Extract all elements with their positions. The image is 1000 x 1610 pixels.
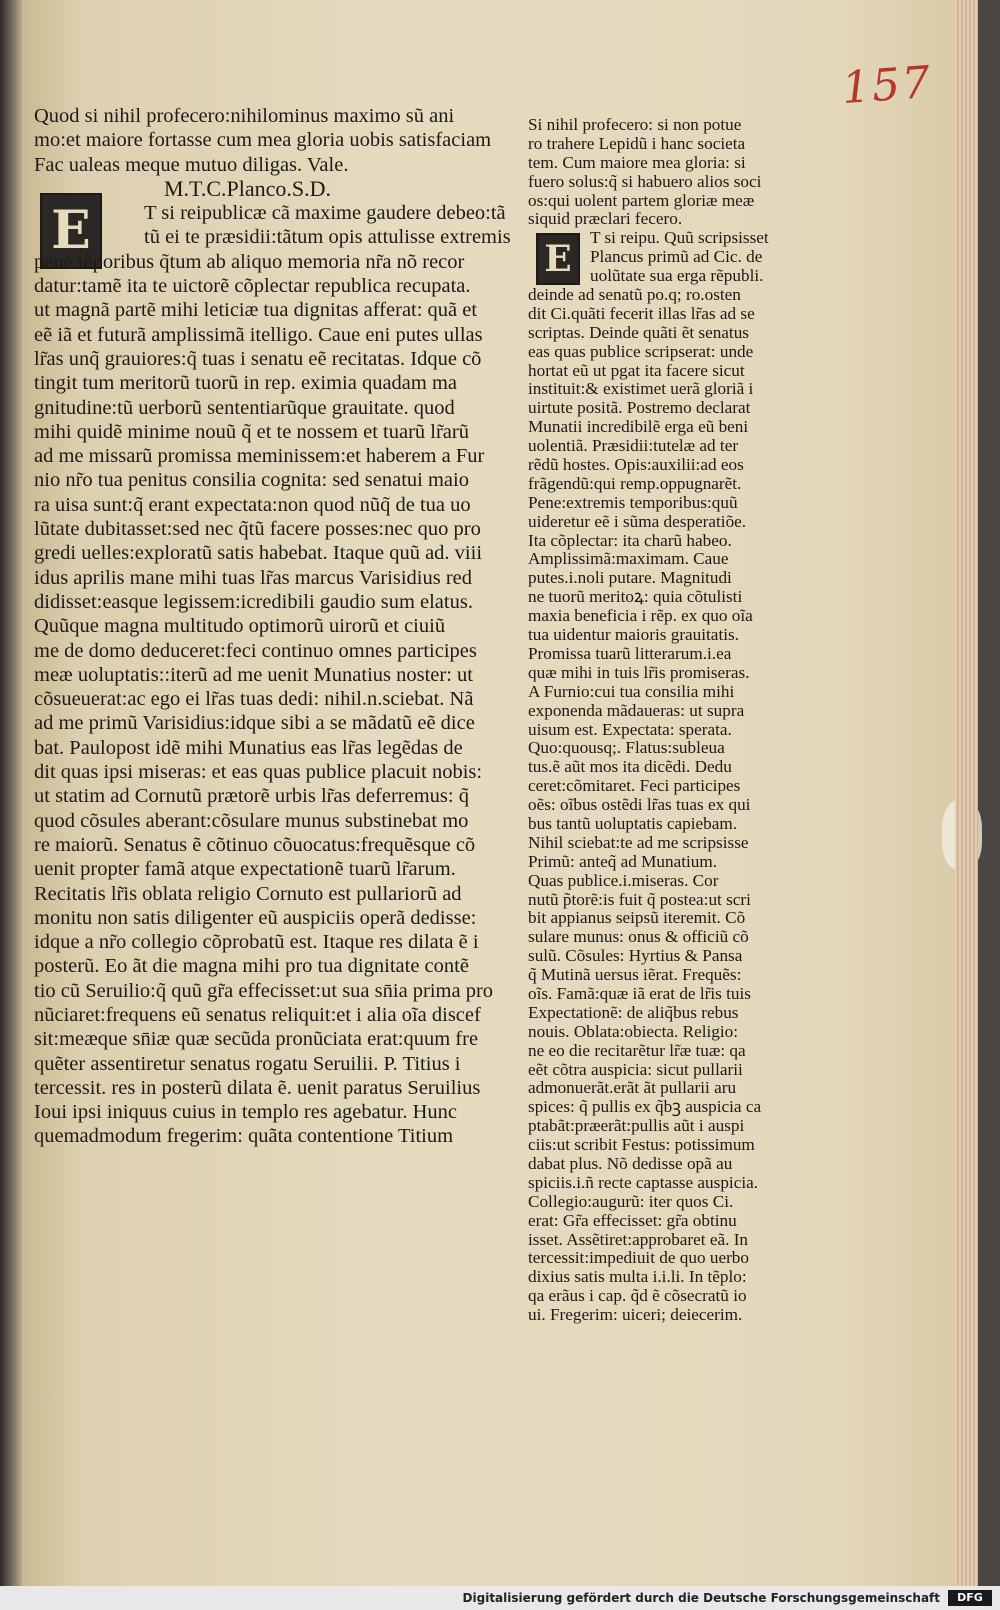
text-line: bus tantũ uoluptatis capiebam. [528,813,738,833]
text-line: T si reipublicæ cã maxime gaudere debeo:tã [144,202,506,225]
text-line: nũciaret:frequens eũ senatus reliquit:et i alia oĩa discef [34,1003,481,1026]
text-line: ui. Fregerim: uiceri; deiecerim. [528,1305,743,1325]
page-edges [955,0,978,1586]
text-line: Quod si nihil profecero:nihilominus maximo sũ ani [34,105,455,127]
text-line: dixius satis multa i.i.li. In tẽplo: [528,1267,747,1287]
footer-bar [0,1586,1000,1610]
text-line: Expectationẽ: de aliq̃bus rebus [528,1002,739,1022]
text-line: nutũ p̃torẽ:is fuit q̃ postea:ut scri [528,889,751,909]
text-line: spiciis.i.ñ recte captasse auspicia. [528,1172,759,1192]
text-line: Ita cõplectar: ita charũ habeo. [528,530,732,550]
text-line: lr̃as unq̃ grauiores:q̃ tuas i senatu eẽ recitatas. Idque cõ [34,347,482,370]
text-line: q̃ Mutinã uersus iẽrat. Frequẽs: [528,965,742,985]
text-line: tũ ei te præsidii:tãtum opis attulisse extremis [144,226,511,249]
dfg-logo: DFG [948,1590,992,1606]
text-line: ut magnã partẽ mihi leticiæ tua dignitas afferat: quã et [34,299,478,322]
text-line: mo:et maiore fortasse cum mea gloria uobis satisfaciam [34,129,492,152]
text-line: Si nihil profecero: si non potue [528,115,742,134]
text-line: posterũ. Eo ãt die magna mihi pro tua dignitate contẽ [34,955,469,978]
text-line: ut statim ad Cornutũ prætorẽ urbis lr̃as deferremus: q̃ [34,785,469,808]
text-line: ceret:cõmitaret. Feci participes [528,776,741,796]
text-line: Quas publice.i.miseras. Cor [528,870,719,890]
text-line: mihi quidẽ minime nouũ q̃ et te nossem et tuarũ lr̃arũ [34,420,469,443]
text-line: oẽs: oĩbus ostẽdi lr̃as tuas ex qui [528,795,751,815]
text-line: ne eo die recitarẽtur lr̃æ tuæ: qa [528,1040,746,1060]
text-line: cõsueuerat:ac ego ei lr̃as tuas dedi: nihil.n.sciebat. Nã [34,688,474,711]
text-line: dit quas ipsi miseras: et eas quas publice placuit nobis: [34,761,483,784]
text-line: didisset:easque legissem:icredibili gaudio sum elatus. [34,590,473,613]
text-line: Promissa tuarũ litterarum.i.ea [528,643,732,663]
decorated-initial-left: E [40,193,102,269]
text-line: quæ mihi in tuis lr̃is promiseras. [528,662,750,682]
text-line: ciis:ut scribit Festus: potissimum [528,1135,755,1155]
text-line: admonuerãt.erãt ãt pullarii aru [528,1078,737,1098]
text-line: ad me missarũ promissa meminissem:et haberem a Fur [34,445,485,468]
text-line: Nihil sciebat:te ad me scripsisse [528,832,749,852]
text-line: sulũ. Cõsules: Hyrtius & Pansa [528,946,743,966]
text-line: Quũque magna multitudo optimorũ uirorũ et ciuiũ [34,615,446,638]
text-line: tercessit. res in posterũ dilata ẽ. uenit paratus Seruilius [34,1076,481,1099]
text-line: frãgendũ:qui remp.oppugnarẽt. [528,473,742,493]
text-line: qa erãus i cap. q̃d ẽ cõsecratũ io [528,1286,747,1306]
text-line: gnitudine:tũ uerborũ sententiarũque grauitate. quod [34,396,455,419]
text-line: siquid præclari fecero. [528,209,683,229]
text-line: M.T.C.Planco.S.D. [164,175,332,201]
text-line: isset. Assẽtiret:approbaret eã. In [528,1229,749,1249]
text-line: Amplissimã:maximam. Caue [528,549,729,569]
text-line: hortat eũ ut pgat ita facere sicut [528,360,745,380]
text-line: fuero solus:q̃ si habuero alios soci [528,171,762,191]
commentary-column [528,116,808,1325]
text-line: bit appianus seipsũ iteremit. Cõ [528,908,746,928]
folio-number: 157 [840,56,934,115]
text-line: meæ uoluptatis::iterũ ad me uenit Munatius noster: ut [34,663,473,686]
text-line: uirtute positã. Postremo declarat [528,398,751,418]
text-line: tua uidentur maioris grauitatis. [528,625,739,645]
text-line: rẽdũ hostes. Opis:auxilii:ad eos [528,455,744,475]
text-line: tus.ẽ aũt mos ita dicẽdi. Dedu [528,757,732,777]
text-line: nio nr̃o tua penitus consilia cognita: sed senatui maio [34,469,469,492]
text-line: monitu non satis diligenter eũ auspiciis operã dedisse: [34,906,477,929]
text-line: eas quas publice scripserat: unde [528,341,754,361]
text-line: tem. Cum maiore mea gloria: si [528,152,746,172]
text-line: ro trahere Lepidũ i hanc societa [528,133,746,153]
text-line: os:qui uolent partem gloriæ meæ [528,190,755,210]
text-line: dit Ci.quãti fecerit illas lr̃as ad se [528,303,755,323]
text-line: quẽter assentiretur senatus rogatu Seruilii. P. Titius i [34,1052,461,1075]
book-spine [0,0,22,1586]
text-line: Fac ualeas meque mutuo diligas. Vale. [34,153,349,176]
text-line: ptabãt:præerãt:pullis aũt i auspi [528,1116,745,1136]
text-line: gredi uelles:exploratũ satis habebat. Itaque quũ ad. viii [34,542,483,565]
text-line: pene tẽporibus q̃tum ab aliquo memoria nr̃a nõ recor [34,250,465,273]
text-line: quod cõsules aberant:cõsulare munus substinebat mo [34,809,469,832]
text-line: dabat plus. Nõ dedisse opã au [528,1153,733,1173]
decorated-initial-right: E [536,233,580,285]
main-text-column [34,104,518,1149]
text-line: idus aprilis mane mihi tuas lr̃as marcus Varisidius red [34,566,473,589]
text-line: Pene:extremis temporibus:quũ [528,492,738,512]
text-line: uolentiã. Præsidii:tutelæ ad ter [528,436,739,456]
text-line: deinde ad senatũ po.q; ro.osten [528,285,741,305]
text-line: spices: q̃ pullis ex q̃bꝫ auspicia ca [528,1097,762,1117]
text-line: putes.i.noli putare. Magnitudi [528,568,732,588]
text-line: uisum est. Expectata: sperata. [528,719,732,739]
text-line: Munatii incredibilẽ erga eũ beni [528,417,749,437]
text-line: quemadmodum fregerim: quãta contentione Titium [34,1125,454,1148]
text-line: idque a nr̃o collegio cõprobatũ est. Itaque res dilata ẽ i [34,931,479,954]
text-line: eẽt cõtra auspicia: sicut pullarii [528,1059,743,1079]
text-line: uolũtate sua erga rẽpubli. [590,266,764,286]
text-line: Plancus primũ ad Cic. de [590,247,763,267]
text-line: ne tuorũ meritoꝝ: quia cõtulisti [528,587,743,607]
text-line: oĩs. Famã:quæ iã erat de lr̃is tuis [528,983,751,1003]
text-line: sulare munus: onus & officiũ cõ [528,927,749,947]
text-line: ad me primũ Varisidius:idque sibi a se mãdatũ eẽ dice [34,712,475,735]
text-line: Collegio:augurũ: iter quos Ci. [528,1191,734,1211]
text-line: uideretur eẽ i sũma desperatiõe. [528,511,747,531]
text-line: sit:meæque sn̄iæ quæ secũda pronũciata erat:quum fre [34,1028,479,1051]
text-line: eẽ iã et futurã amplissimã itelligo. Caue eni putes ullas [34,323,483,346]
text-line: exponenda mãdaueras: ut supra [528,700,745,720]
text-line: me de domo deduceret:feci continuo omnes participes [34,639,477,662]
text-line: re maiorũ. Senatus ẽ cõtinuo cõuocatus:frequẽsque cõ [34,833,476,856]
text-line: tio cũ Seruilio:q̃ quũ gr̃a effecisset:ut sua sn̄ia prima pro [34,979,494,1002]
text-line: Primũ: anteq̃ ad Munatium. [528,851,718,871]
text-line: ra uisa sunt:q̃ erant expectata:non quod nũq̃ de tua uo [34,493,471,516]
text-line: Quo:quousq;. Flatus:subleua [528,738,725,758]
text-line: datur:tamẽ ita te uictorẽ cõplectar republica recupata. [34,275,471,298]
text-line: tercessit:impediuit de quo uerbo [528,1248,749,1268]
text-line: nouis. Oblata:obiecta. Religio: [528,1021,739,1041]
text-line: T si reipu. Quũ scripsisset [590,228,769,248]
text-line: maxia beneficia i rẽp. ex quo oĩa [528,606,753,626]
text-line: A Furnio:cui tua consilia mihi [528,681,735,701]
footer-credit: Digitalisierung gefördert durch die Deutsche Forschungsgemeinschaft [462,1591,940,1605]
text-line: uenit propter famã atque expectationẽ tuarũ lr̃arum. [34,858,456,881]
text-line: Recitatis lr̃is oblata religio Cornuto est pullariorũ ad [34,882,462,905]
text-line: Ioui ipsi iniquus cuius in templo res agebatur. Hunc [34,1101,458,1124]
text-line: scriptas. Deinde quãti ẽt senatus [528,322,749,342]
text-line: lũtate dubitasset:sed nec q̃tũ facere posses:nec quo pro [34,518,481,541]
text-line: tingit tum meritorũ tuorũ in rep. eximia quadam ma [34,372,458,395]
text-line: instituit:& existimet uerã gloriã i [528,379,754,399]
text-line: erat: Gr̃a effecisset: gr̃a obtinu [528,1210,737,1230]
text-line: bat. Paulopost idẽ mihi Munatius eas lr̃as legẽdas de [34,736,463,759]
